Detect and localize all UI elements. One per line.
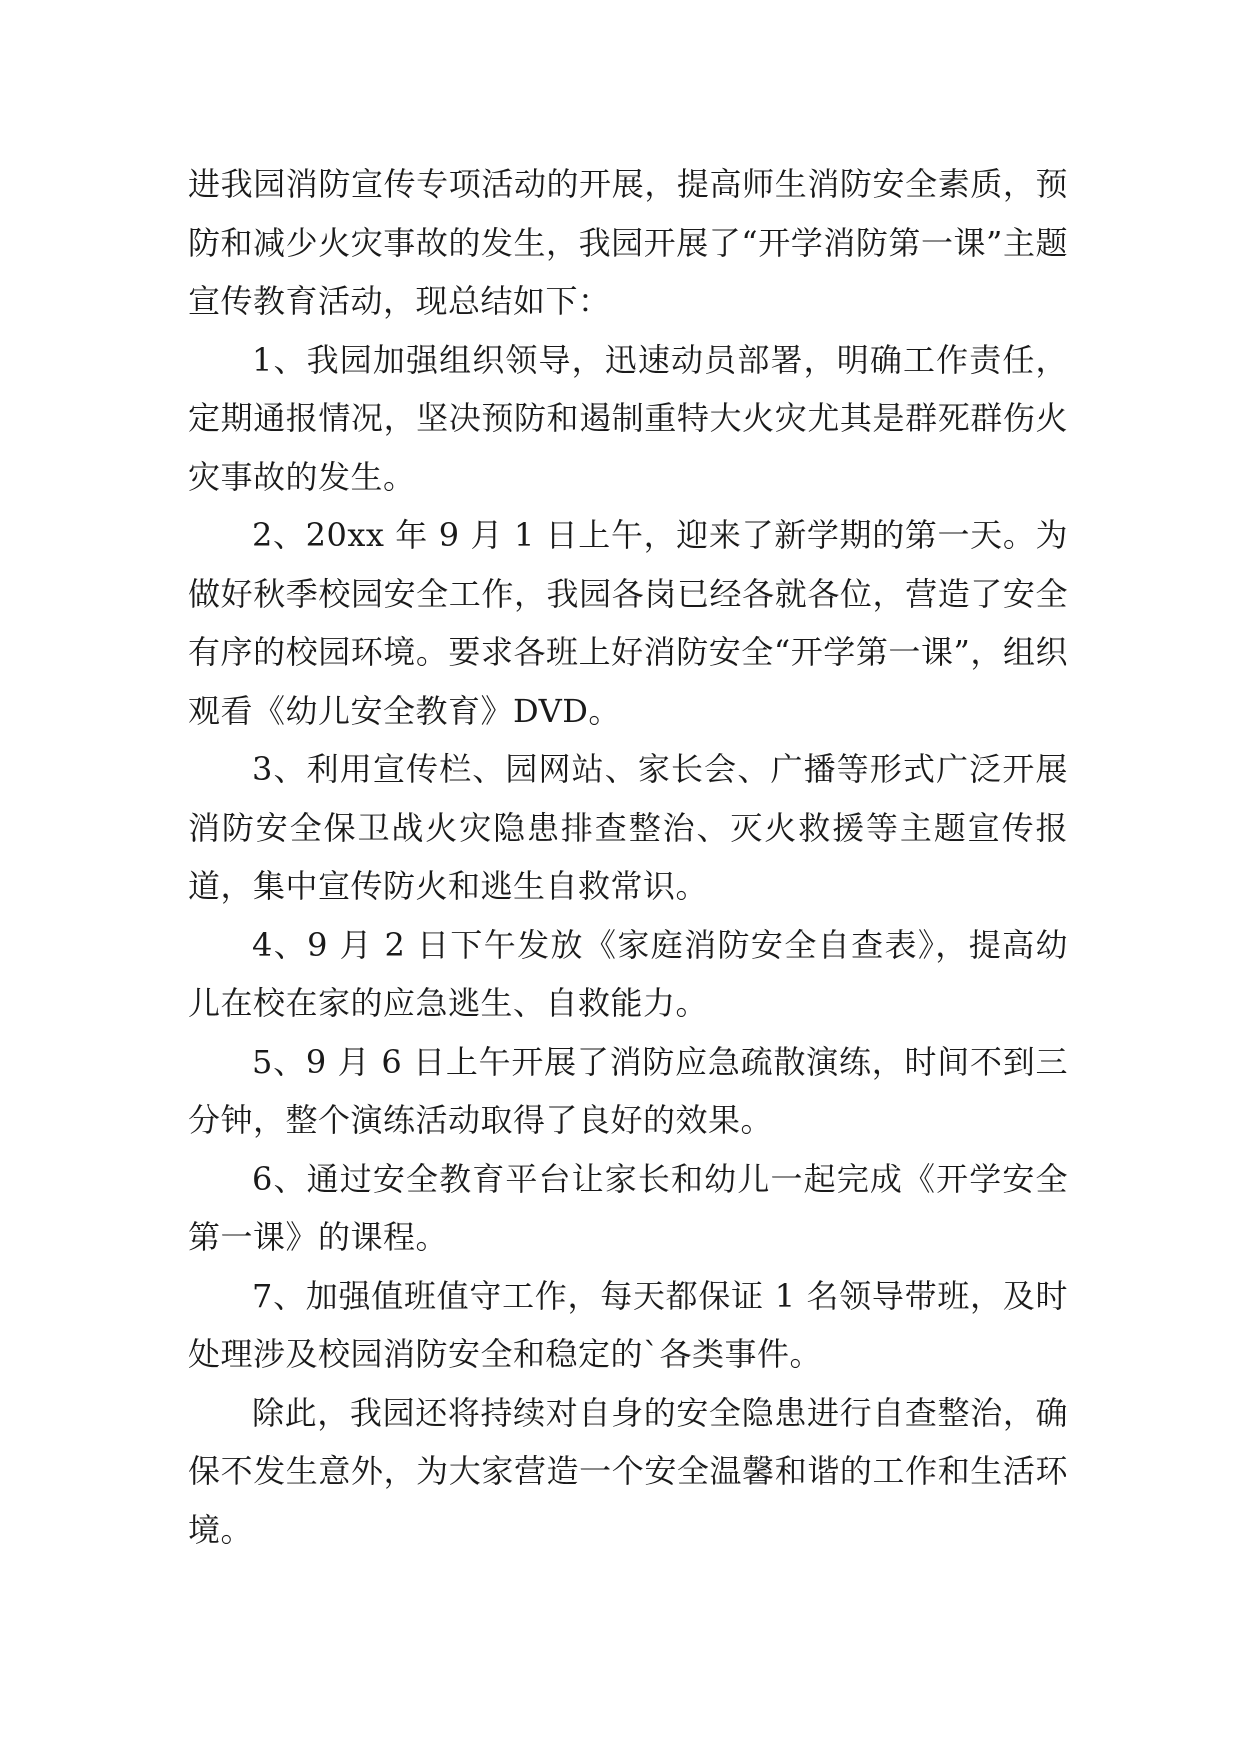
paragraph-item-3: 3、利用宣传栏、园网站、家长会、广播等形式广泛开展消防安全保卫战火灾隐患排查整治、灭火救援等主题宣传报道，集中宣传防火和逃生自救常识。 [188,750,1068,905]
paragraph-item-2: 2、20xx 年 9 月 1 日上午，迎来了新学期的第一天。为做好秋季校园安全工作，我园各岗已经各就各位，营造了安全有序的校园环境。要求各班上好消防安全“开学第一课”，组织观看《幼儿安全教育》DVD。 [188,516,1068,730]
document-body [188,155,1068,1559]
paragraph-item-6: 6、通过安全教育平台让家长和幼儿一起完成《开学安全第一课》的课程。 [188,1159,1068,1256]
paragraph-item-4: 4、9 月 2 日下午发放《家庭消防安全自查表》，提高幼儿在校在家的应急逃生、自救能力。 [188,925,1068,1022]
paragraph-item-5: 5、9 月 6 日上午开展了消防应急疏散演练，时间不到三分钟，整个演练活动取得了良好的效果。 [188,1042,1068,1139]
paragraph-closing: 除此，我园还将持续对自身的安全隐患进行自查整治，确保不发生意外，为大家营造一个安全温馨和谐的工作和生活环境。 [188,1393,1068,1549]
paragraph-item-1: 1、我园加强组织领导，迅速动员部署，明确工作责任，定期通报情况，坚决预防和遏制重特大火灾尤其是群死群伤火灾事故的发生。 [188,340,1068,496]
paragraph-intro: 进我园消防宣传专项活动的开展，提高师生消防安全素质，预防和减少火灾事故的发生，我园开展了“开学消防第一课”主题宣传教育活动，现总结如下： [188,165,1068,320]
paragraph-item-7: 7、加强值班值守工作，每天都保证 1 名领导带班，及时处理涉及校园消防安全和稳定的`各类事件。 [188,1276,1068,1373]
